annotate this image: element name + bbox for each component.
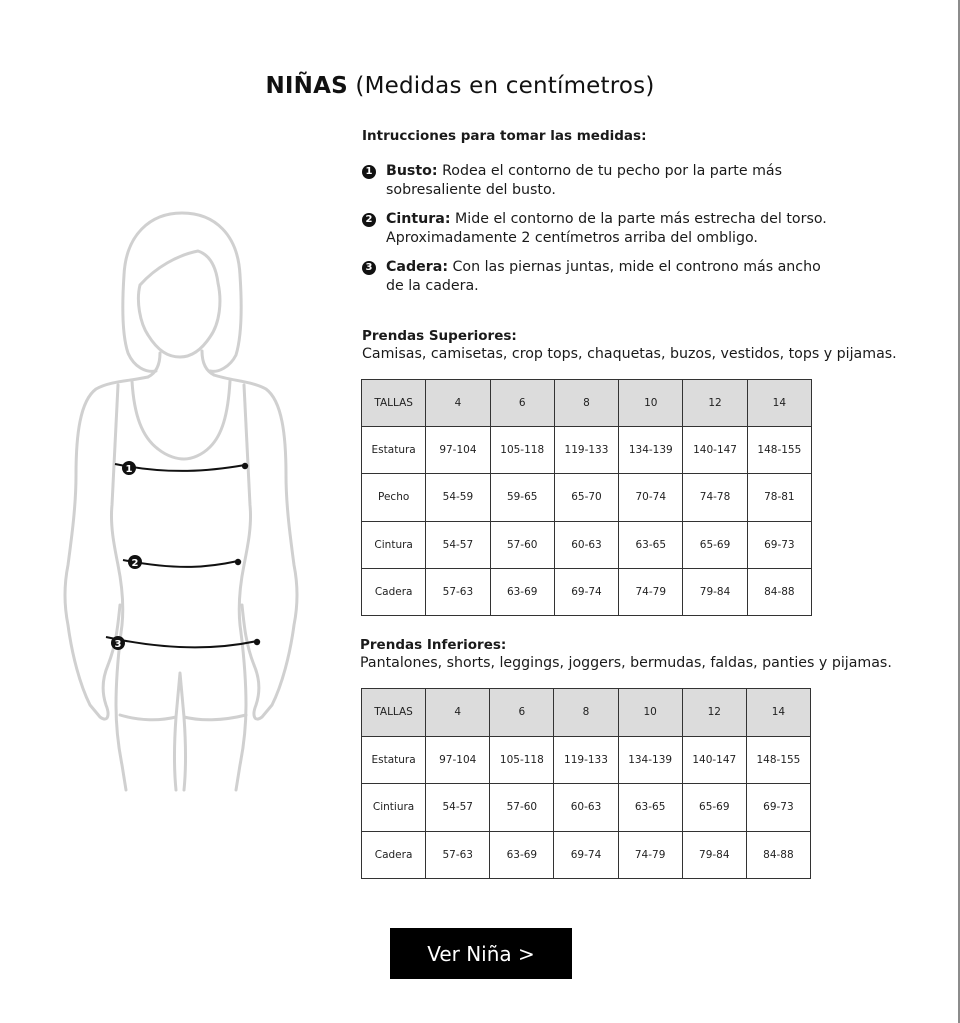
table-cell: 57-60 — [490, 784, 554, 832]
row-label: Pecho — [362, 474, 426, 521]
table-cell: 97-104 — [426, 736, 490, 784]
row-label: Estatura — [362, 427, 426, 474]
svg-text:1: 1 — [125, 464, 133, 475]
instruction-text-2: de la cadera. — [386, 278, 479, 294]
header-cell: 14 — [747, 380, 811, 427]
table-cell: 148-155 — [746, 736, 810, 784]
instruction-text-2: sobresaliente del busto. — [386, 182, 556, 198]
header-cell: 4 — [426, 689, 490, 737]
table-cell: 63-65 — [618, 784, 682, 832]
table-cell: 60-63 — [554, 521, 618, 568]
table-cell: 57-63 — [426, 568, 490, 615]
table-row — [362, 521, 812, 568]
table-cell: 84-88 — [746, 831, 810, 879]
table-cell: 65-69 — [682, 784, 746, 832]
lower-size-table — [361, 688, 811, 879]
table-cell: 69-74 — [554, 831, 618, 879]
table-cell: 54-57 — [426, 784, 490, 832]
figure-outline — [65, 213, 297, 790]
table-cell: 134-139 — [618, 736, 682, 784]
row-label: Cadera — [362, 568, 426, 615]
table-cell: 148-155 — [747, 427, 811, 474]
table-header-row — [362, 689, 811, 737]
instructions-heading: Intrucciones para tomar las medidas: — [362, 128, 647, 144]
table-cell: 78-81 — [747, 474, 811, 521]
header-cell: 8 — [554, 380, 618, 427]
number-1-icon: 1 — [362, 165, 376, 179]
number-3-icon: 3 — [362, 261, 376, 275]
table-row — [362, 736, 811, 784]
table-cell: 65-70 — [554, 474, 618, 521]
header-cell: 12 — [683, 380, 747, 427]
header-cell: 10 — [619, 380, 683, 427]
table-cell: 105-118 — [490, 427, 554, 474]
instruction-label: Cintura: — [386, 211, 451, 227]
table-cell: 63-65 — [619, 521, 683, 568]
row-label: Cadera — [362, 831, 426, 879]
header-cell: 14 — [746, 689, 810, 737]
table-cell: 70-74 — [619, 474, 683, 521]
table-cell: 79-84 — [683, 568, 747, 615]
upper-garments-section — [362, 328, 897, 364]
svg-text:3: 3 — [114, 639, 122, 650]
header-cell: TALLAS — [362, 689, 426, 737]
instruction-text-2: Aproximadamente 2 centímetros arriba del ombligo. — [386, 230, 758, 246]
table-cell: 105-118 — [490, 736, 554, 784]
table-row — [362, 568, 812, 615]
header-cell: 10 — [618, 689, 682, 737]
table-cell: 69-73 — [746, 784, 810, 832]
lower-garments-section — [360, 637, 892, 673]
instruction-label: Busto: — [386, 163, 438, 179]
row-label: Cintura — [362, 521, 426, 568]
table-row — [362, 784, 811, 832]
header-cell: 6 — [490, 380, 554, 427]
table-cell: 74-79 — [619, 568, 683, 615]
title-rest: (Medidas en centímetros) — [347, 73, 655, 100]
table-header-row — [362, 380, 812, 427]
table-cell: 57-60 — [490, 521, 554, 568]
instruction-text: Con las piernas juntas, mide el controno más ancho — [448, 259, 821, 275]
header-cell: TALLAS — [362, 380, 426, 427]
table-cell: 74-78 — [683, 474, 747, 521]
instruction-text: Mide el contorno de la parte más estrecha del torso. — [450, 211, 827, 227]
instruction-busto — [362, 162, 882, 200]
body-figure-illustration — [60, 205, 320, 795]
title-strong: NIÑAS — [265, 73, 348, 100]
table-cell: 60-63 — [554, 784, 618, 832]
table-cell: 134-139 — [619, 427, 683, 474]
table-row — [362, 474, 812, 521]
page-title — [0, 73, 920, 99]
instruction-text: Rodea el contorno de tu pecho por la parte más — [437, 163, 783, 179]
upper-description: Camisas, camisetas, crop tops, chaquetas, buzos, vestidos, tops y pijamas. — [362, 346, 897, 362]
table-cell: 63-69 — [490, 831, 554, 879]
svg-text:2: 2 — [131, 558, 139, 569]
lower-heading: Prendas Inferiores: — [360, 637, 507, 653]
table-cell: 63-69 — [490, 568, 554, 615]
row-label: Cintiura — [362, 784, 426, 832]
ver-nina-button[interactable]: Ver Niña > — [390, 928, 572, 979]
table-cell: 119-133 — [554, 427, 618, 474]
table-cell: 140-147 — [683, 427, 747, 474]
table-cell: 97-104 — [426, 427, 490, 474]
table-cell: 119-133 — [554, 736, 618, 784]
row-label: Estatura — [362, 736, 426, 784]
table-cell: 59-65 — [490, 474, 554, 521]
marker-1-icon — [122, 461, 136, 475]
table-cell: 84-88 — [747, 568, 811, 615]
lower-description: Pantalones, shorts, leggings, joggers, bermudas, faldas, panties y pijamas. — [360, 655, 892, 671]
upper-size-table — [361, 379, 812, 616]
measurement-lines — [106, 464, 257, 647]
table-row — [362, 831, 811, 879]
hip-line — [106, 637, 257, 647]
instruction-cintura — [362, 210, 882, 248]
table-cell: 69-73 — [747, 521, 811, 568]
marker-2-icon — [128, 555, 142, 569]
table-cell: 79-84 — [682, 831, 746, 879]
table-cell: 65-69 — [683, 521, 747, 568]
table-cell: 140-147 — [682, 736, 746, 784]
header-cell: 4 — [426, 380, 490, 427]
marker-3-icon — [111, 636, 125, 650]
instruction-cadera — [362, 258, 882, 296]
table-cell: 57-63 — [426, 831, 490, 879]
header-cell: 6 — [490, 689, 554, 737]
table-cell: 69-74 — [554, 568, 618, 615]
table-cell: 54-59 — [426, 474, 490, 521]
table-cell: 54-57 — [426, 521, 490, 568]
header-cell: 12 — [682, 689, 746, 737]
number-2-icon: 2 — [362, 213, 376, 227]
instruction-label: Cadera: — [386, 259, 449, 275]
table-cell: 74-79 — [618, 831, 682, 879]
header-cell: 8 — [554, 689, 618, 737]
measurement-instructions — [362, 128, 882, 306]
table-row — [362, 427, 812, 474]
upper-heading: Prendas Superiores: — [362, 328, 517, 344]
